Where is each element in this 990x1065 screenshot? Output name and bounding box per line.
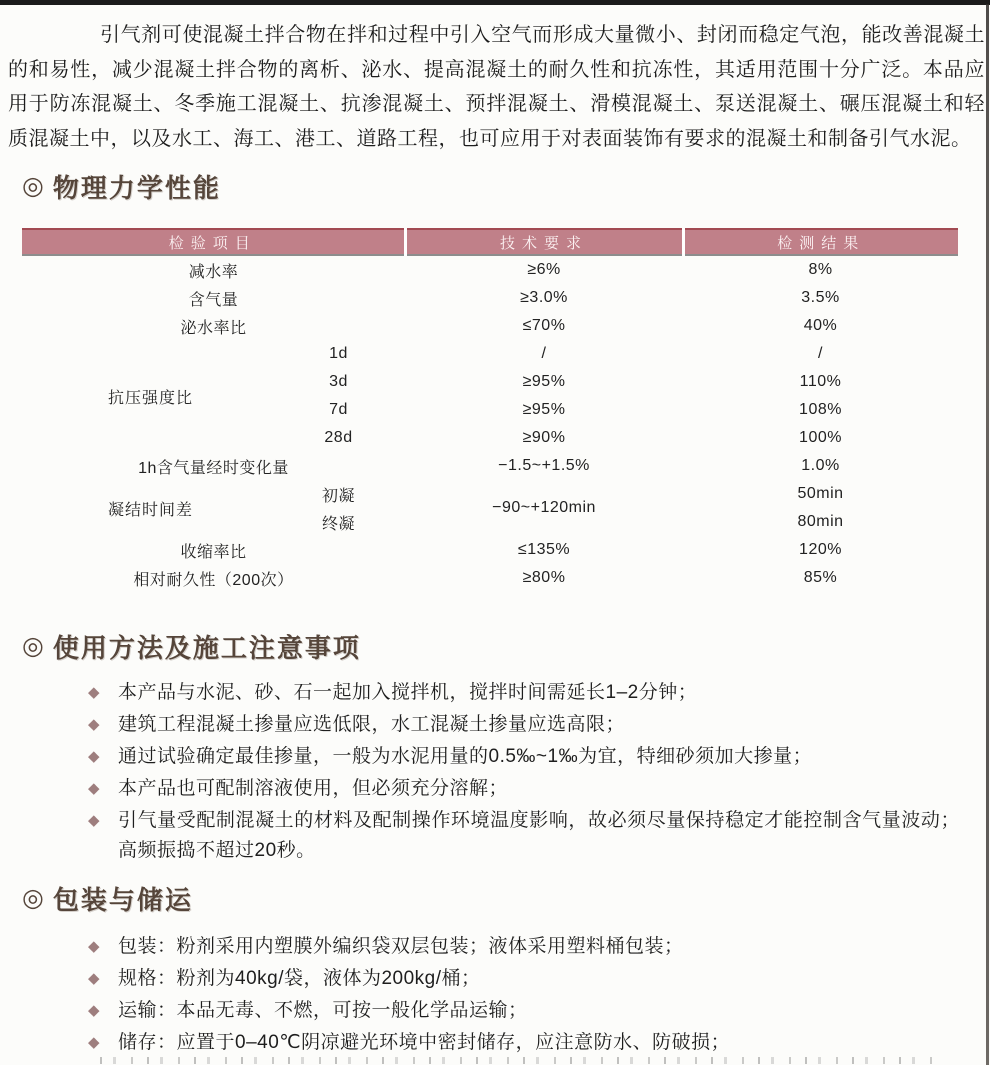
list-item-text: 引气量受配制混凝土的材料及配制操作环境温度影响，故必须尽量保持稳定才能控制含气量波动；高频振捣不超过20秒。 bbox=[118, 810, 960, 861]
section-title: 物理力学性能 bbox=[52, 173, 221, 203]
section-heading-physical bbox=[22, 168, 221, 205]
section-marker-icon: ◎ bbox=[22, 884, 44, 912]
cell-sub-item: 初凝 bbox=[322, 487, 356, 505]
cell-requirement: −90~+120min bbox=[492, 499, 596, 516]
diamond-bullet-icon: ◆ bbox=[88, 938, 100, 955]
list-item-text: 储存：应置于0–40℃阴凉避光环境中密封储存，应注意防水、防破损； bbox=[118, 1032, 731, 1053]
cell-sub-item: 1d bbox=[329, 345, 348, 362]
cell-requirement: ≤70% bbox=[522, 317, 566, 334]
cell-result: / bbox=[818, 345, 823, 362]
list-item bbox=[88, 932, 960, 962]
list-item bbox=[88, 774, 960, 804]
cell-item: 泌水率比 bbox=[180, 319, 247, 337]
cell-item: 1h含气量经时变化量 bbox=[138, 459, 289, 477]
table-row bbox=[22, 340, 958, 368]
list-item bbox=[88, 964, 960, 994]
cell-result: 100% bbox=[799, 429, 842, 446]
list-item bbox=[88, 742, 960, 772]
table-row bbox=[22, 480, 958, 508]
cell-result: 110% bbox=[799, 373, 842, 390]
diamond-bullet-icon: ◆ bbox=[88, 812, 100, 829]
list-item bbox=[88, 710, 960, 740]
list-item-text: 运输：本品无毒、不燃，可按一般化学品运输； bbox=[118, 1000, 528, 1021]
list-item-text: 本产品与水泥、砂、石一起加入搅拌机，搅拌时间需延长1–2分钟； bbox=[118, 682, 698, 703]
cell-result: 120% bbox=[799, 541, 842, 558]
cell-result: 1.0% bbox=[801, 457, 840, 474]
page-right-edge-line bbox=[986, 4, 989, 1065]
cell-result: 80min bbox=[797, 513, 844, 530]
table-row bbox=[22, 312, 958, 340]
section-heading-packaging bbox=[22, 880, 193, 917]
section-marker-icon: ◎ bbox=[22, 632, 44, 660]
section-marker-icon: ◎ bbox=[22, 172, 44, 200]
cell-item: 含气量 bbox=[188, 291, 239, 309]
usage-bullet-list bbox=[88, 678, 960, 868]
cell-requirement: ≥80% bbox=[522, 569, 566, 586]
table-header-row bbox=[22, 229, 958, 255]
cell-requirement: ≥95% bbox=[522, 373, 566, 390]
spec-table bbox=[22, 228, 958, 592]
cell-requirement: ≥3.0% bbox=[520, 289, 568, 306]
list-item-text: 通过试验确定最佳掺量，一般为水泥用量的0.5‰~1‰为宜，特细砂须加大掺量； bbox=[118, 746, 813, 767]
diamond-bullet-icon: ◆ bbox=[88, 780, 100, 797]
cell-requirement: / bbox=[541, 345, 547, 362]
diamond-bullet-icon: ◆ bbox=[88, 748, 100, 765]
section-heading-usage bbox=[22, 628, 361, 665]
table-row bbox=[22, 564, 958, 592]
list-item-text: 规格：粉剂为40kg/袋，液体为200kg/桶； bbox=[118, 968, 481, 989]
cell-result: 50min bbox=[797, 485, 844, 502]
cell-sub-item: 28d bbox=[324, 429, 353, 446]
cell-item: 相对耐久性（200次） bbox=[133, 571, 294, 589]
cell-requirement: ≤135% bbox=[517, 541, 571, 558]
section-title: 包装与储运 bbox=[52, 885, 193, 915]
cell-result: 8% bbox=[808, 261, 833, 278]
list-item-text: 包装：粉剂采用内塑膜外编织袋双层包装；液体采用塑料桶包装； bbox=[118, 936, 684, 957]
list-item bbox=[88, 678, 960, 708]
page-top-edge-bar bbox=[0, 0, 990, 5]
packaging-bullet-list bbox=[88, 932, 960, 1060]
table-row bbox=[22, 284, 958, 312]
diamond-bullet-icon: ◆ bbox=[88, 1034, 100, 1051]
list-item bbox=[88, 996, 960, 1026]
cell-requirement: ≥90% bbox=[522, 429, 566, 446]
table-row bbox=[22, 255, 958, 284]
list-item-text: 本产品也可配制溶液使用，但必须充分溶解； bbox=[118, 778, 509, 799]
cell-sub-item: 7d bbox=[329, 401, 348, 418]
cell-sub-item: 终凝 bbox=[322, 515, 356, 533]
column-header-requirement: 技术要求 bbox=[405, 229, 683, 255]
cell-group-label: 凝结时间差 bbox=[108, 501, 194, 519]
diamond-bullet-icon: ◆ bbox=[88, 970, 100, 987]
column-header-item: 检验项目 bbox=[22, 229, 405, 255]
diamond-bullet-icon: ◆ bbox=[88, 684, 100, 701]
cell-result: 40% bbox=[803, 317, 838, 334]
cell-requirement: −1.5~+1.5% bbox=[498, 457, 590, 474]
diamond-bullet-icon: ◆ bbox=[88, 1002, 100, 1019]
cell-sub-item: 3d bbox=[329, 373, 348, 390]
table-row bbox=[22, 536, 958, 564]
cell-requirement: ≥95% bbox=[522, 401, 566, 418]
cell-result: 108% bbox=[799, 401, 842, 418]
cell-item: 收缩率比 bbox=[180, 543, 247, 561]
cell-result: 85% bbox=[803, 569, 838, 586]
column-header-result: 检测结果 bbox=[683, 229, 958, 255]
intro-paragraph: 引气剂可使混凝土拌合物在拌和过程中引入空气而形成大量微小、封闭而稳定气泡，能改善混凝土的和易性，减少混凝土拌合物的离析、泌水、提高混凝土的耐久性和抗冻性，其适用范围十分广泛。本品应用于防冻混凝土、冬季施工混凝土、抗渗混凝土、预拌混凝土、滑模混凝土、泵送混凝土、碾压混凝土和轻质混凝土中，以及水工、海工、港工、道路工程，也可应用于对表面装饰有要求的混凝土和制备引气水泥。 bbox=[8, 24, 985, 150]
list-item bbox=[88, 1028, 960, 1058]
list-item-text: 建筑工程混凝土掺量应选低限，水工混凝土掺量应选高限； bbox=[118, 714, 626, 735]
bottom-cutoff-text-artifact bbox=[100, 1057, 945, 1064]
table-row bbox=[22, 452, 958, 480]
section-title: 使用方法及施工注意事项 bbox=[52, 633, 361, 663]
diamond-bullet-icon: ◆ bbox=[88, 716, 100, 733]
cell-result: 3.5% bbox=[801, 289, 840, 306]
cell-group-label: 抗压强度比 bbox=[108, 389, 194, 407]
list-item bbox=[88, 806, 960, 866]
cell-requirement: ≥6% bbox=[527, 261, 561, 278]
cell-item: 减水率 bbox=[188, 263, 239, 281]
